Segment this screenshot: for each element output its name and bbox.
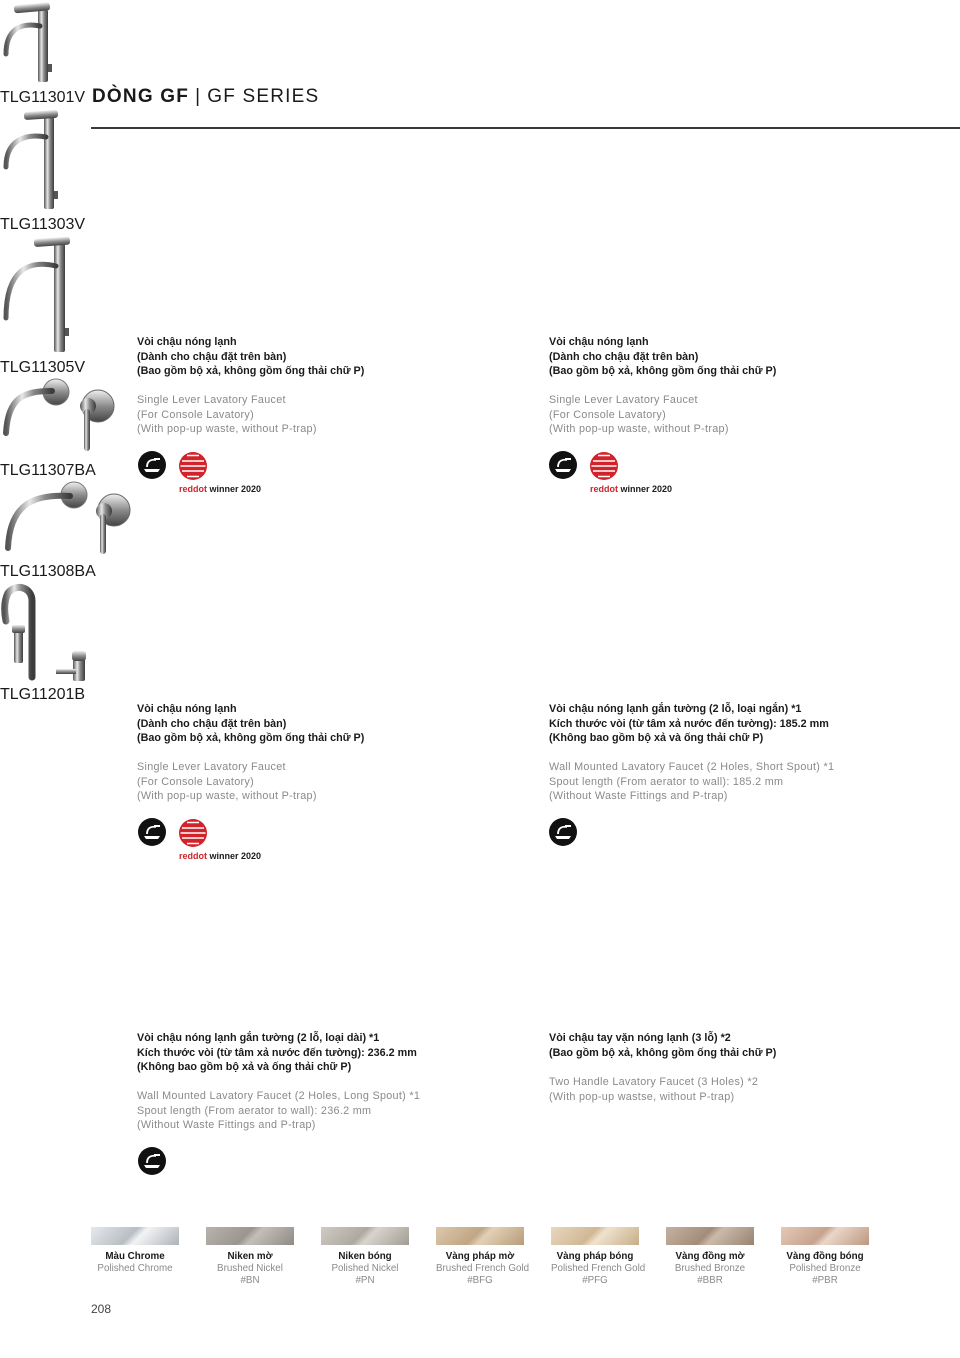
product-desc-en — [549, 393, 729, 437]
faucet-image — [0, 480, 135, 558]
product-code: TLG11308BA — [0, 563, 96, 580]
reddot-label-red: reddot — [179, 851, 207, 861]
desc-line: Wall Mounted Lavatory Faucet (2 Holes, Short Spout) *1 — [549, 761, 835, 773]
finish-name-vi: Niken bóng — [338, 1251, 392, 1262]
washbasin-badge-icon — [549, 451, 577, 479]
finish-color-chip — [91, 1227, 179, 1245]
finish-swatch — [551, 1227, 646, 1286]
reddot-label-rest: winner 2020 — [207, 851, 262, 861]
desc-line: (With pop-up waste, without P-trap) — [137, 790, 317, 803]
series-title-vi: DÒNG GF — [92, 86, 190, 107]
desc-line: Vòi chậu tay vặn nóng lạnh (3 lỗ) *2 — [549, 1032, 731, 1044]
desc-line: (Bao gồm bộ xả, không gồm ống thải chữ P) — [137, 365, 365, 378]
reddot-label — [179, 484, 261, 494]
finish-name-vi: Vàng đồng bóng — [786, 1251, 864, 1262]
reddot-award-icon — [589, 451, 619, 481]
finish-code: #PFG — [582, 1275, 608, 1286]
finish-swatch — [206, 1227, 294, 1286]
desc-line: (With pop-up waste, without P-trap) — [549, 423, 729, 436]
desc-line: Single Lever Lavatory Faucet — [137, 761, 286, 773]
washbasin-badge-icon — [138, 451, 166, 479]
desc-line: Single Lever Lavatory Faucet — [549, 394, 698, 406]
desc-line: Vòi chậu nóng lạnh gắn tường (2 lỗ, loại dài) *1 — [137, 1032, 380, 1044]
desc-line: (Dành cho chậu đặt trên bàn) — [549, 350, 699, 363]
finish-color-chip — [321, 1227, 409, 1245]
desc-line: Vòi chậu nóng lạnh — [137, 336, 237, 348]
finish-name-vi: Niken mờ — [227, 1251, 273, 1262]
desc-line: (For Console Lavatory) — [549, 408, 667, 421]
desc-line: Spout length (From aerator to wall): 236.2 mm — [137, 1104, 372, 1117]
product-desc-vi — [549, 1031, 776, 1060]
finish-code: #PBR — [812, 1275, 838, 1286]
desc-line: (With pop-up waste, without P-trap) — [137, 423, 317, 436]
finish-color-chip — [781, 1227, 869, 1245]
faucet-image — [0, 107, 66, 211]
reddot-label-red: reddot — [179, 484, 207, 494]
faucet-image — [0, 581, 100, 681]
reddot-award-icon — [178, 451, 208, 481]
reddot-label-red: reddot — [590, 484, 618, 494]
product-desc-en — [137, 1089, 420, 1133]
finish-swatch — [666, 1227, 754, 1286]
desc-line: (For Console Lavatory) — [137, 408, 255, 421]
product-desc-vi — [549, 702, 829, 746]
product-desc-en — [137, 393, 317, 437]
product-desc-vi — [137, 1031, 417, 1075]
desc-line: Vòi chậu nóng lạnh — [137, 703, 237, 715]
finish-swatch — [781, 1227, 869, 1286]
header-rule — [91, 127, 960, 129]
faucet-image — [0, 377, 120, 457]
series-title-en: GF SERIES — [207, 86, 320, 107]
reddot-award-icon — [178, 818, 208, 848]
product-code: TLG11201B — [0, 686, 86, 703]
product-code: TLG11301V — [0, 89, 86, 106]
desc-line: (Không bao gồm bộ xả và ống thải chữ P) — [549, 732, 764, 745]
desc-line: (Bao gồm bộ xả, không gồm ống thải chữ P) — [137, 732, 365, 745]
product-desc-vi — [549, 335, 776, 379]
finish-swatch — [436, 1227, 530, 1286]
faucet-image — [0, 0, 60, 84]
finish-code: #BFG — [467, 1275, 493, 1286]
washbasin-badge-icon — [549, 818, 577, 846]
product-desc-en — [137, 760, 317, 804]
finish-name-en: Polished Nickel — [331, 1263, 399, 1274]
product-desc-vi — [137, 335, 364, 379]
finish-name-en: Brushed French Gold — [436, 1263, 530, 1274]
reddot-label — [590, 484, 672, 494]
product-code: TLG11307BA — [0, 462, 96, 479]
finish-name-en: Polished Bronze — [789, 1263, 861, 1274]
desc-line: (With pop-up wastse, without P-trap) — [549, 1090, 735, 1103]
finish-name-vi: Vàng pháp bóng — [556, 1251, 634, 1262]
finish-color-chip — [206, 1227, 294, 1245]
finish-name-en: Polished French Gold — [551, 1263, 646, 1274]
product-desc-en — [549, 1075, 758, 1104]
finish-code: #BN — [240, 1275, 260, 1286]
faucet-image — [0, 234, 80, 354]
product-code: TLG11305V — [0, 359, 86, 376]
reddot-label — [179, 851, 261, 861]
desc-line: Two Handle Lavatory Faucet (3 Holes) *2 — [549, 1076, 759, 1088]
product-desc-en — [549, 760, 834, 804]
desc-line: (Không bao gồm bộ xả và ống thải chữ P) — [137, 1061, 352, 1074]
finish-swatch — [91, 1227, 179, 1274]
desc-line: Spout length (From aerator to wall): 185.2 mm — [549, 775, 784, 788]
series-title — [92, 86, 319, 108]
finish-name-en: Brushed Nickel — [217, 1263, 283, 1274]
washbasin-badge-icon — [138, 1147, 166, 1175]
washbasin-badge-icon — [138, 818, 166, 846]
finish-color-chip — [666, 1227, 754, 1245]
finish-name-vi: Vàng pháp mờ — [445, 1251, 515, 1262]
finish-color-chip — [551, 1227, 639, 1245]
desc-line: (Bao gồm bộ xả, không gồm ống thải chữ P) — [549, 365, 777, 378]
desc-line: Vòi chậu nóng lạnh gắn tường (2 lỗ, loại ngắn) *1 — [549, 703, 802, 715]
desc-line: Kích thước vòi (từ tâm xả nước đến tường): 185.2 mm — [549, 717, 829, 730]
finish-name-vi: Vàng đồng mờ — [675, 1251, 745, 1262]
finish-code: #PN — [355, 1275, 375, 1286]
finish-name-vi: Màu Chrome — [105, 1251, 165, 1262]
desc-line: Wall Mounted Lavatory Faucet (2 Holes, Long Spout) *1 — [137, 1090, 421, 1102]
desc-line: (Without Waste Fittings and P-trap) — [549, 790, 728, 803]
finish-name-en: Polished Chrome — [97, 1263, 173, 1274]
desc-line: (Dành cho chậu đặt trên bàn) — [137, 717, 287, 730]
page-number: 208 — [91, 1302, 112, 1316]
desc-line: (Without Waste Fittings and P-trap) — [137, 1119, 316, 1132]
desc-line: (Bao gồm bộ xả, không gồm ống thải chữ P) — [549, 1046, 777, 1059]
reddot-label-rest: winner 2020 — [207, 484, 262, 494]
finish-color-chip — [436, 1227, 524, 1245]
reddot-label-rest: winner 2020 — [618, 484, 673, 494]
desc-line: Vòi chậu nóng lạnh — [549, 336, 649, 348]
product-code: TLG11303V — [0, 216, 86, 233]
finish-name-en: Brushed Bronze — [674, 1263, 746, 1274]
series-title-separator: | — [195, 86, 202, 107]
desc-line: (For Console Lavatory) — [137, 775, 255, 788]
finish-swatch — [321, 1227, 409, 1286]
desc-line: Single Lever Lavatory Faucet — [137, 394, 286, 406]
desc-line: (Dành cho chậu đặt trên bàn) — [137, 350, 287, 363]
desc-line: Kích thước vòi (từ tâm xả nước đến tường): 236.2 mm — [137, 1046, 417, 1059]
finish-code: #BBR — [697, 1275, 723, 1286]
product-desc-vi — [137, 702, 364, 746]
